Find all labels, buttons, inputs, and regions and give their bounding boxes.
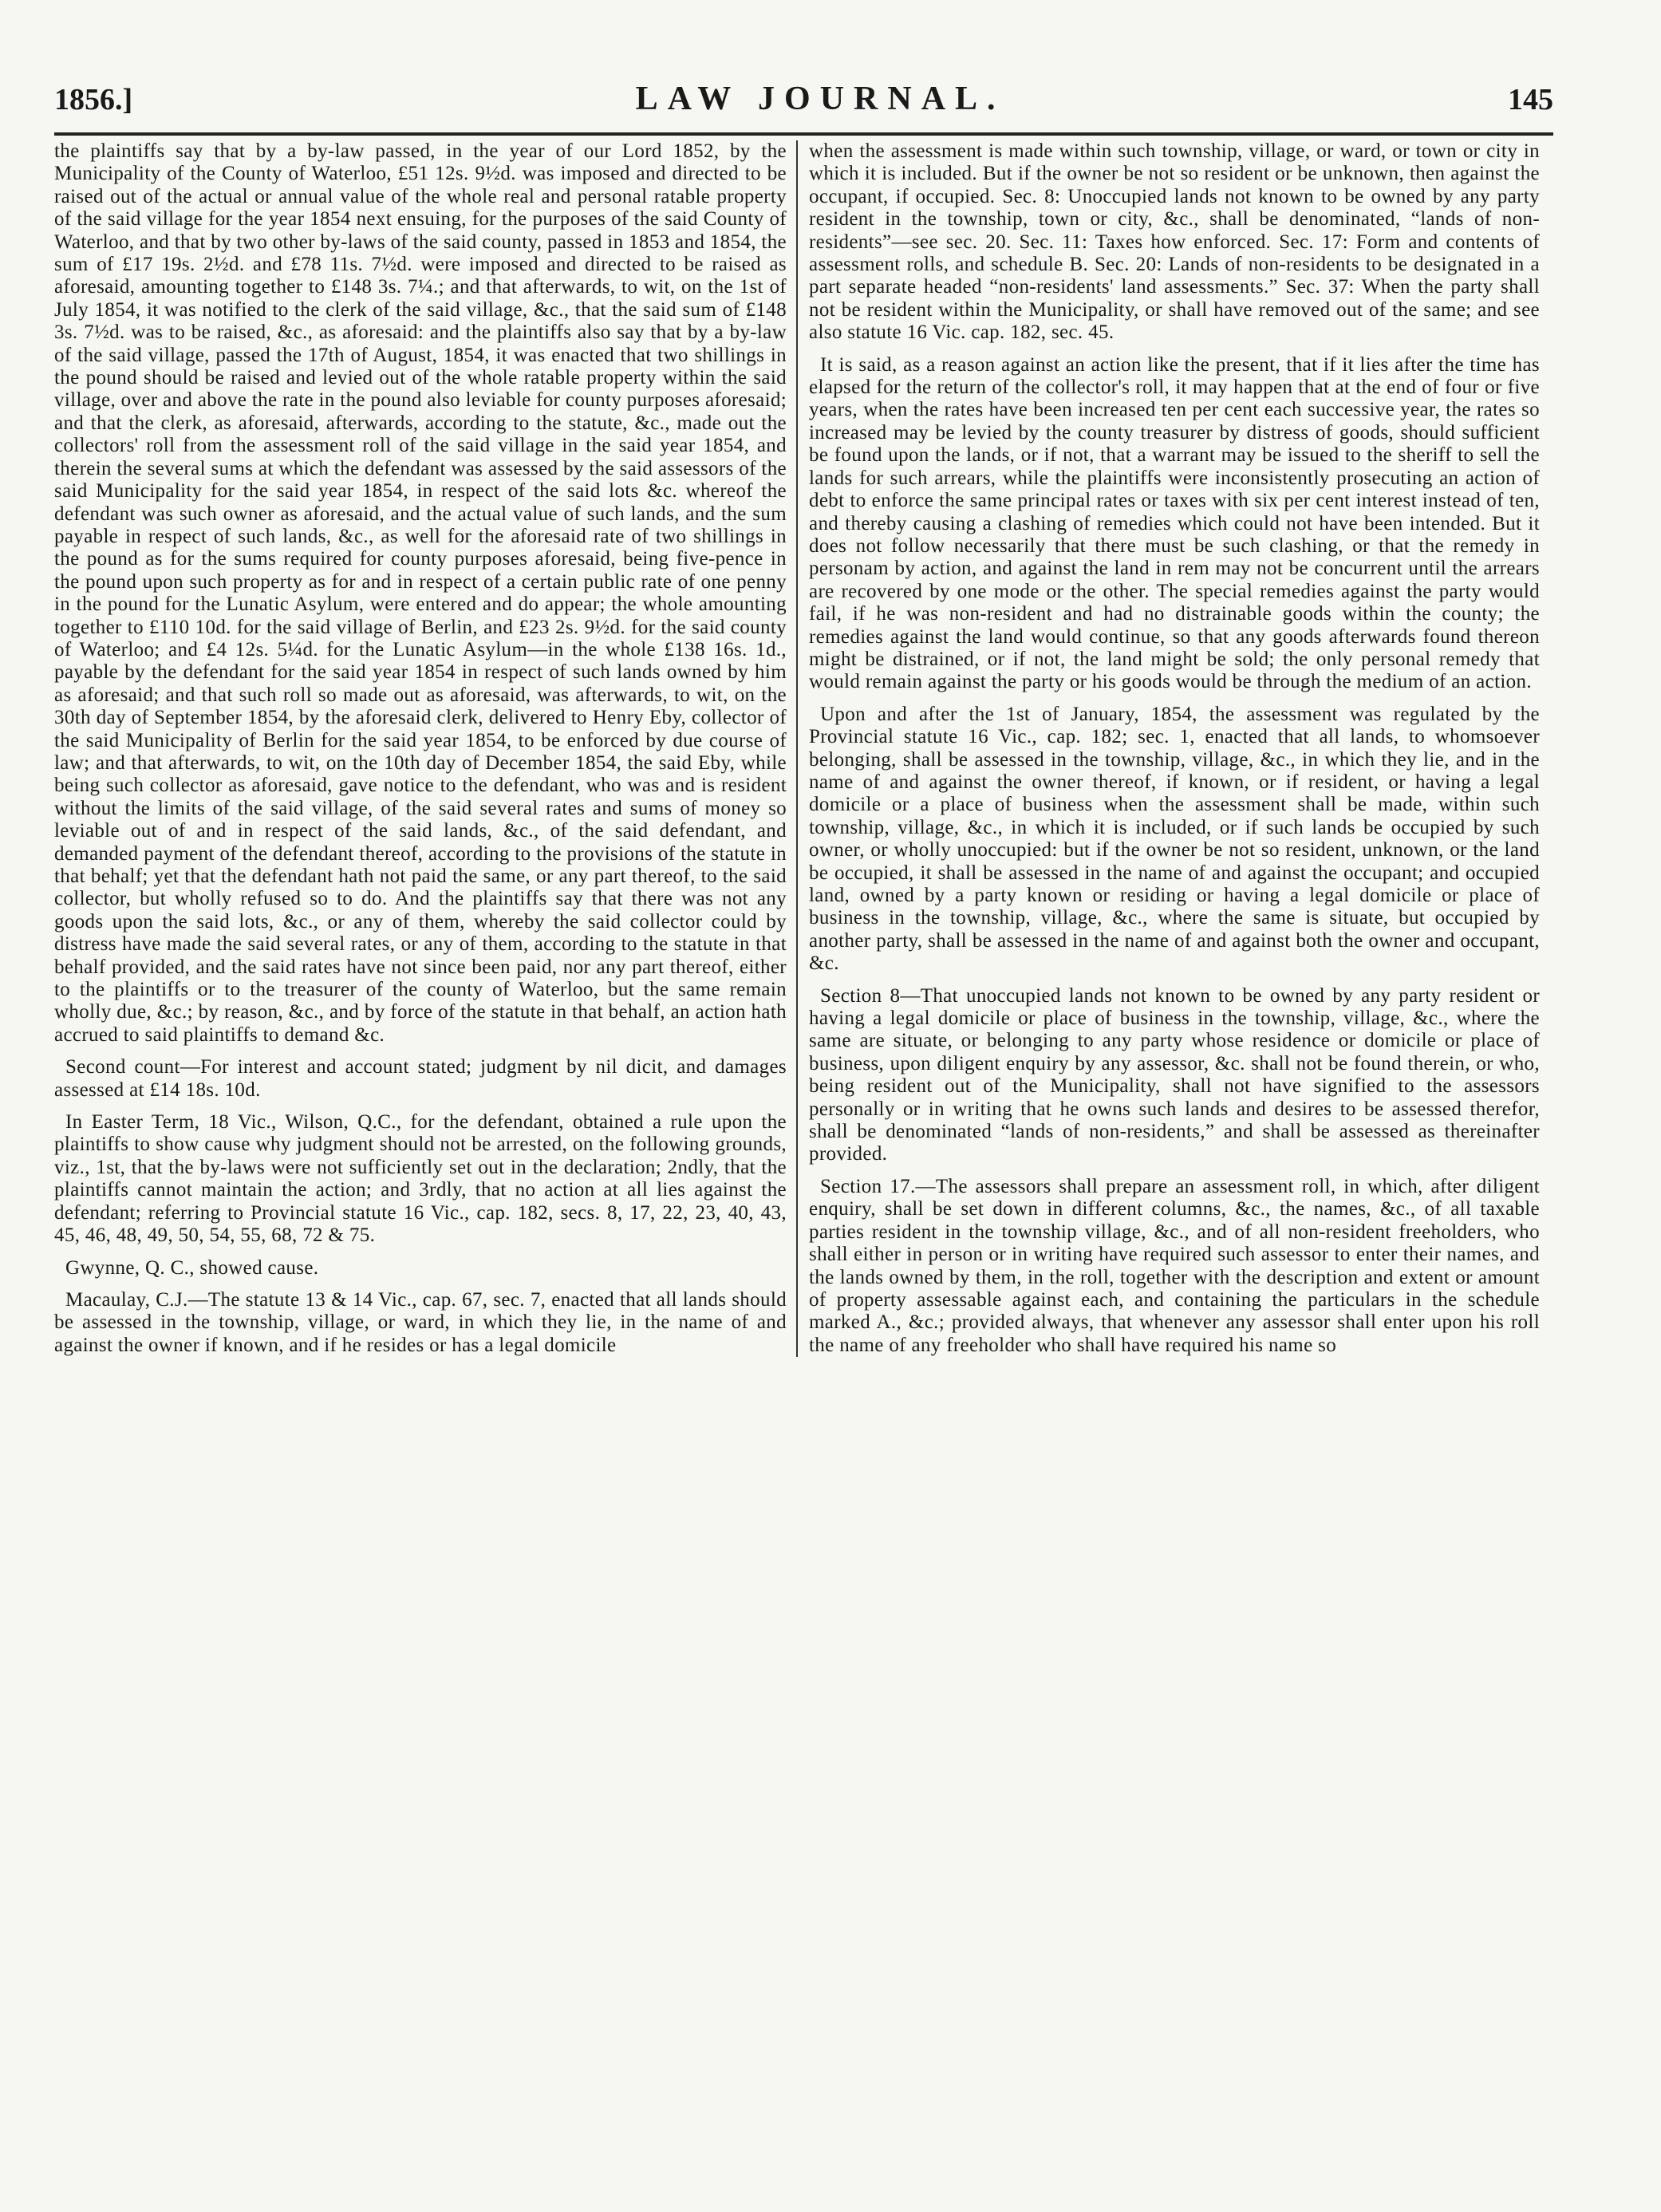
paragraph: the plaintiffs say that by a by-law passed, in the year of our Lord 1852, by the Municipality of the County of Waterloo, £51 12s. 9½d. was imposed and directed to be raised out of the actual or annual value of the whole real and personal ratable property of the said village for the year 1854 next ensuing, for the purposes of the said County of Waterloo, and that by two other by-laws of the said county, passed in 1853 and 1854, the sum of £17 19s. 2½d. and £78 11s. 7½d. were imposed and directed to be raised as aforesaid, amounting together to £148 3s. 7¼.; and that afterwards, to wit, on the 1st of July 1854, it was notified to the clerk of the said village, &c., that the said sum of £148 3s. 7½d. was to be raised, &c., as aforesaid: and the plaintiffs also say that by a by-law of the said village, passed the 17th of August, 1854, it was enacted that two shillings in the pound should be raised and levied out of the whole ratable property within the said village, over and above the rate in the pound also leviable for county purposes aforesaid; and that the clerk, as aforesaid, afterwards, according to the statute, &c., made out the collectors' roll from the assessment roll of the said village in the said year 1854, and therein the several sums at which the defendant was assessed by the said assessors of the said Municipality for the said year 1854, in respect of the said lots &c. whereof the defendant was such owner as aforesaid, and the actual value of such lands, and the sum payable in respect of such lands, &c., as well for the aforesaid rate of two shillings in the pound as for the sums required for county purposes aforesaid, being five-pence in the pound upon such property as for and in respect of a certain public rate of one penny in the pound for the Lunatic Asylum, were entered and do appear; the whole amounting together to £110 10d. for the said village of Berlin, and £23 2s. 9½d. for the said county of Waterloo; and £4 12s. 5¼d. for the Lunatic Asylum—in the whole £138 16s. 1d., payable by the defendant for the said year 1854 in respect of such lands owned by him as aforesaid; and that such roll so made out as aforesaid, was afterwards, to wit, on the 30th day of September 1854, by the aforesaid clerk, delivered to Henry Eby, collector of the said Municipality of Berlin for the said year 1854, to be enforced by due course of law; and that afterwards, to wit, on the 10th day of December 1854, the said Eby, while being such collector as aforesaid, gave notice to the defendant, who was and is resident without the limits of the said village, of the said several rates and sums of money so leviable out of and in respect of the said lands, &c., of the said defendant, and demanded payment of the defendant thereof, according to the provisions of the statute in that behalf; yet that the defendant hath not paid the same, or any part thereof, to the said collector, but wholly refused so to do. And the plaintiffs say that there was not any goods upon the said lots, &c., or any of them, whereby the said collector could by distress have made the said several rates, or any of them, according to the statute in that behalf provided, and the said rates have not since been paid, nor any part thereof, either to the plaintiffs or to the treasurer of the county of Waterloo, but the same remain wholly due, &c.; by reason, &c., and by force of the statute in that behalf, an action hath accrued to said plaintiffs to demand &c. xyxy=(54,140,787,1046)
paragraph: Section 17.—The assessors shall prepare an assessment roll, in which, after diligent enquiry, shall be set down in different columns, &c., the names, &c., of all taxable parties resident in the township village, &c., and of all non-resident freeholders, who shall either in person or in writing have required such assessor to enter their names, and the lands owned by them, in the roll, together with the description and extent or amount of property assessable against each, and containing the particulars in the schedule marked A., &c.; provided always, that whenever any assessor shall enter upon his roll the name of any freeholder who shall have required his name so xyxy=(809,1175,1540,1356)
running-head xyxy=(54,80,1553,131)
header-year: 1856.] xyxy=(54,83,133,116)
paragraph: when the assessment is made within such township, village, or ward, or town or city in which it is included. But if the owner be not so resident or be unknown, then against the occupant, if occupied. Sec. 8: Unoccupied lands not known to be owned by any party resident in the township, town or city, &c., shall be denominated, “lands of non-residents”—see sec. 20. Sec. 11: Taxes how enforced. Sec. 17: Form and contents of assessment rolls, and schedule B. Sec. 20: Lands of non-residents to be designated in a part separate headed “non-residents' land assessments.” Sec. 37: When the party shall not be resident within the Municipality, or shall have removed out of the same; and see also statute 16 Vic. cap. 182, sec. 45. xyxy=(809,140,1540,344)
paragraph: Section 8—That unoccupied lands not known to be owned by any party resident or having a legal domicile or place of business in the township, village, &c., where the same are situate, or belonging to any party whose residence or domicile or place of business, upon diligent enquiry by any assessor, &c. shall not be found therein, or who, being resident out of the Municipality, shall not have signified to the assessors personally or in writing that he owns such lands and desires to be assessed therefor, shall be denominated “lands of non-residents,” and shall be assessed as thereinafter provided. xyxy=(809,984,1540,1165)
paragraph: It is said, as a reason against an action like the present, that if it lies after the time has elapsed for the return of the collector's roll, it may happen that at the end of four or five years, when the rates have been increased ten per cent each successive year, the rates so increased may be levied by the county treasurer by distress of goods, should sufficient be found upon the lands, or if not, that a warrant may be issued to the sheriff to sell the lands for such arrears, while the plaintiffs were inconsistently prosecuting an action of debt to enforce the same principal rates or taxes with six per cent interest instead of ten, and thereby causing a clashing of remedies which could not have been intended. But it does not follow necessarily that there must be such clashing, or that the remedy in personam by action, and against the land in rem may not be concurrent until the arrears are recovered by one mode or the other. The special remedies against the party would fail, if he was non-resident and had no distrainable goods within the county; the remedies against the land would continue, so that any goods afterwards found thereon might be distrained, or if not, the land might be sold; the only personal remedy that would remain against the party or his goods would be through the medium of an action. xyxy=(809,353,1540,693)
paragraph: Second count—For interest and account stated; judgment by nil dicit, and damages assessed at £14 18s. 10d. xyxy=(54,1056,787,1101)
column-divider xyxy=(796,140,798,1357)
paragraph: Upon and after the 1st of January, 1854, the assessment was regulated by the Provincial statute 16 Vic., cap. 182; sec. 1, enacted that all lands, to whomsoever belonging, shall be assessed in the township, village, &c., in which they lie, and in the name of and against the owner thereof, if known, or if resident, or having a legal domicile or a place of business when the assessment shall be made, within such township, village, &c., in which it is included, or if such lands be occupied by such owner, or wholly unoccupied: but if the owner be not so resident, unknown, or the land be occupied, it shall be assessed in the name of and against the occupant; and occupied land, owned by a party known or residing or having a legal domicile or place of business in the township, village, &c., where the same is situate, but occupied by another party, shall be assessed in the name of and against both the owner and occupant, &c. xyxy=(809,703,1540,975)
left-column xyxy=(54,140,795,1357)
page-number: 145 xyxy=(1508,83,1553,116)
right-column xyxy=(799,140,1540,1357)
text-columns xyxy=(54,140,1553,1357)
header-rule xyxy=(54,132,1553,136)
paragraph: In Easter Term, 18 Vic., Wilson, Q.C., for the defendant, obtained a rule upon the plaintiffs to show cause why judgment should not be arrested, on the following grounds, viz., 1st, that the by-laws were not sufficiently set out in the declaration; 2ndly, that the plaintiffs cannot maintain the action; and 3rdly, that no action at all lies against the defendant; referring to Provincial statute 16 Vic., cap. 182, secs. 8, 17, 22, 23, 40, 43, 45, 46, 48, 49, 50, 54, 55, 68, 72 & 75. xyxy=(54,1111,787,1247)
journal-title: LAW JOURNAL. xyxy=(635,81,1005,117)
paragraph: Gwynne, Q. C., showed cause. xyxy=(65,1256,319,1279)
paragraph: Macaulay, C.J.—The statute 13 & 14 Vic., cap. 67, sec. 7, enacted that all lands should be assessed in the township, village, or ward, in which they lie, in the name of and against the owner if known, and if he resides or has a legal domicile xyxy=(54,1288,787,1356)
